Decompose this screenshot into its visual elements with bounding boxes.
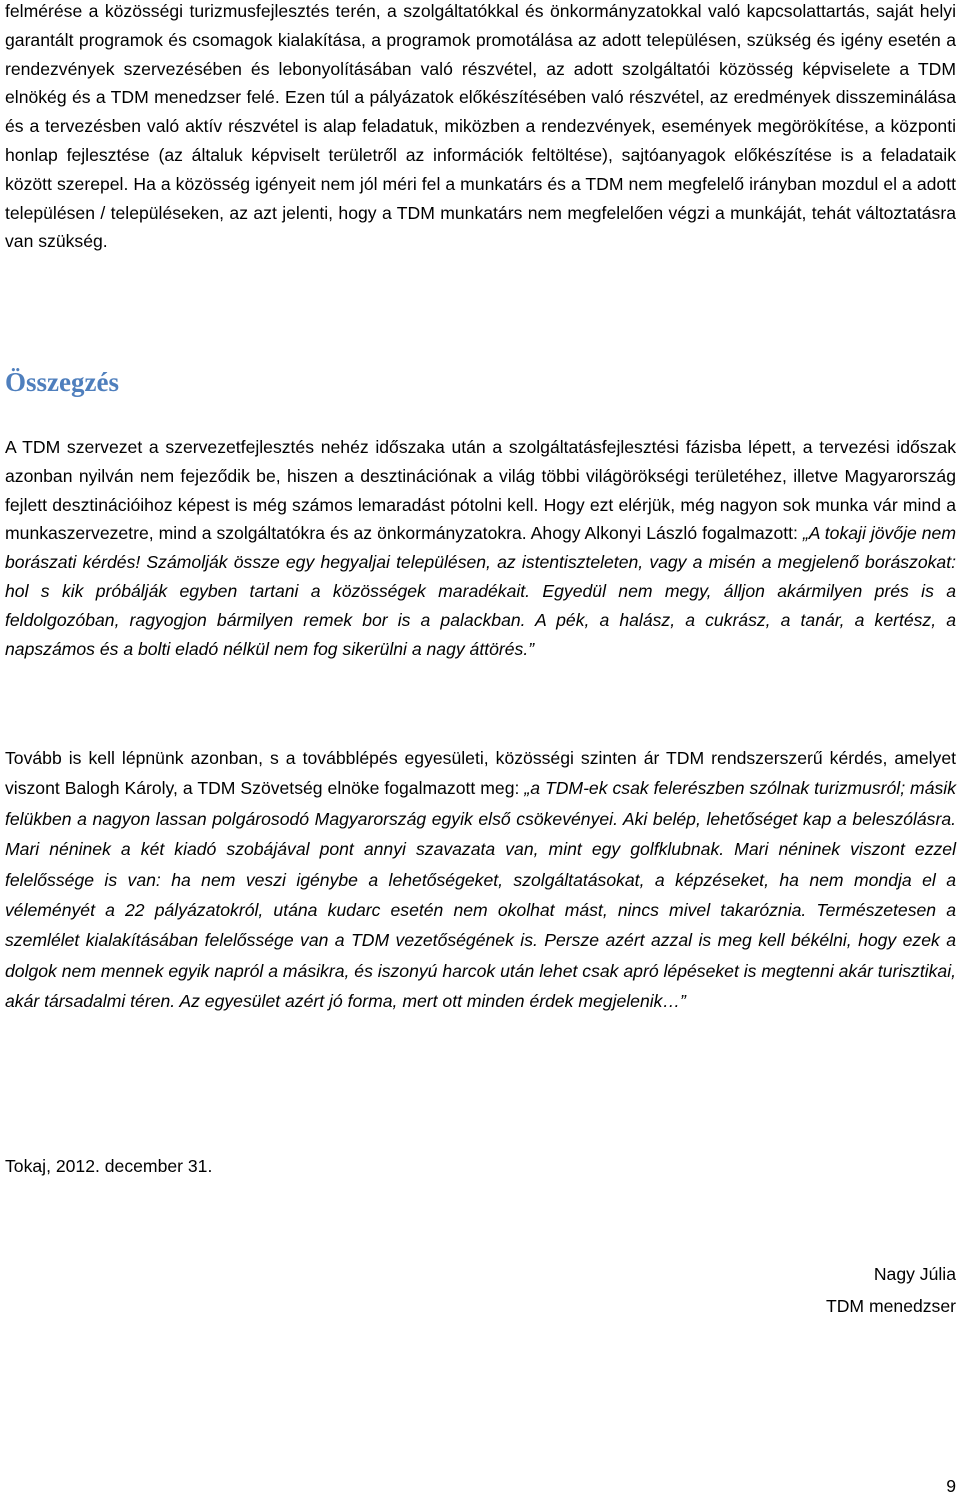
date-line: Tokaj, 2012. december 31. [5, 1156, 213, 1176]
summary-quote: „A tokaji jövője nem borászati kérdés! Számolják össze egy hegyaljai településen, az istentiszteleten, vagy a misén a megjelenő borászokat: hol s kik próbálják egyben tartani a közösségek maradékait. Egyedül nem megy, álljon akármilyen prés is a feldolgozóban, ragyogjon bármilyen remek bor is a palackban. A pék, a halász, a cukrász, a tanár, a kertész, a napszámos és a bolti eladó nélkül nem fog sikerülni a nagy áttörés.” [5, 523, 956, 659]
signature-block [826, 1258, 956, 1322]
signature-name: Nagy Júlia [873, 1264, 956, 1284]
page-number: 9 [946, 1476, 956, 1496]
signature-role: TDM menedzser [825, 1296, 956, 1316]
summary-paragraph [5, 433, 956, 663]
intro-paragraph [5, 0, 956, 256]
summary-text: A TDM szervezet a szervezetfejlesztés nehéz időszaka után a szolgáltatásfejlesztési fázisba lépett, a tervezési időszak azonban nyilván nem fejeződik be, hiszen a desztinációnak a világ többi világörökségi területéhez, illetve Magyarország fejlett desztinációihoz képest is még számos lemaradást pótolni kell. Hogy ezt elérjük, még nagyon sok munka vár mind a munkaszervezetre, mind a szolgáltatókra és az önkormányzatokra. Ahogy Alkonyi László fogalmazott: [5, 437, 956, 544]
further-text: Tovább is kell lépnünk azonban, s a továbblépés egyesületi, közösségi szinten ár TDM rendszerszerű kérdés, amelyet viszont Balogh Károly, a TDM Szövetség elnöke fogalmazott meg: [5, 748, 956, 799]
further-quote: „a TDM-ek csak felerészben szólnak turizmusról; másik felükben a nagyon lassan polgárosodó Magyarország egyik első csökevényei. Aki belép, lehetőséget kap a beleszólásra. Mari néninek a két kiadó szobájával pont annyi szavazata van, mint egy golfklubnak. Mari néninek viszont ezzel felelőssége is van: ha nem veszi igénybe a lehetőségeket, szolgáltatásokat, a képzéseket, ha nem mondja el a véleményét a 22 pályázatokról, utána kudarc esetén nem okolhat mást, nincs mivel takaróznia. Természetesen a szemlélet kialakításában felelőssége van a TDM vezetőségének is. Persze azért azzal is meg kell békélni, hogy ezek a dolgok nem mennek egyik napról a másikra, és iszonyú harcok után lehet csak apró lépéseket is megtenni akár turisztikai, akár társadalmi téren. Az egyesület azért jó forma, mert ott minden érdek megjelenik…” [5, 778, 956, 1012]
document-page [5, 0, 956, 1508]
further-paragraph [5, 743, 956, 1017]
section-heading: Összegzés [5, 367, 119, 397]
intro-text: felmérése a közösségi turizmusfejlesztés terén, a szolgáltatókkal és önkormányzatokkal való kapcsolattartás, saját helyi garantált programok és csomagok kialakítása, a programok promotálása az adott településen, szükség és igény esetén a rendezvények szervezésében és lebonyolításában való részvétel, az adott szolgáltatói közösség képviselete a TDM elnökég és a TDM menedzser felé. Ezen túl a pályázatok előkészítésében való részvétel, az eredmények disszeminálása és a tervezésben való aktív részvétel is alap feladatuk, miközben a rendezvények, események megörökítése, a központi honlap fejlesztése (az általuk képviselt területről az információk feltöltése), sajtóanyagok előkészítése is a feladataik között szerepel. Ha a közösség igényeit nem jól méri fel a munkatárs és a TDM nem megfelelő irányban mozdul el a adott településen / településeken, az azt jelenti, hogy a TDM munkatárs nem megfelelően végzi a munkáját, tehát változtatásra van szükség. [5, 1, 956, 252]
